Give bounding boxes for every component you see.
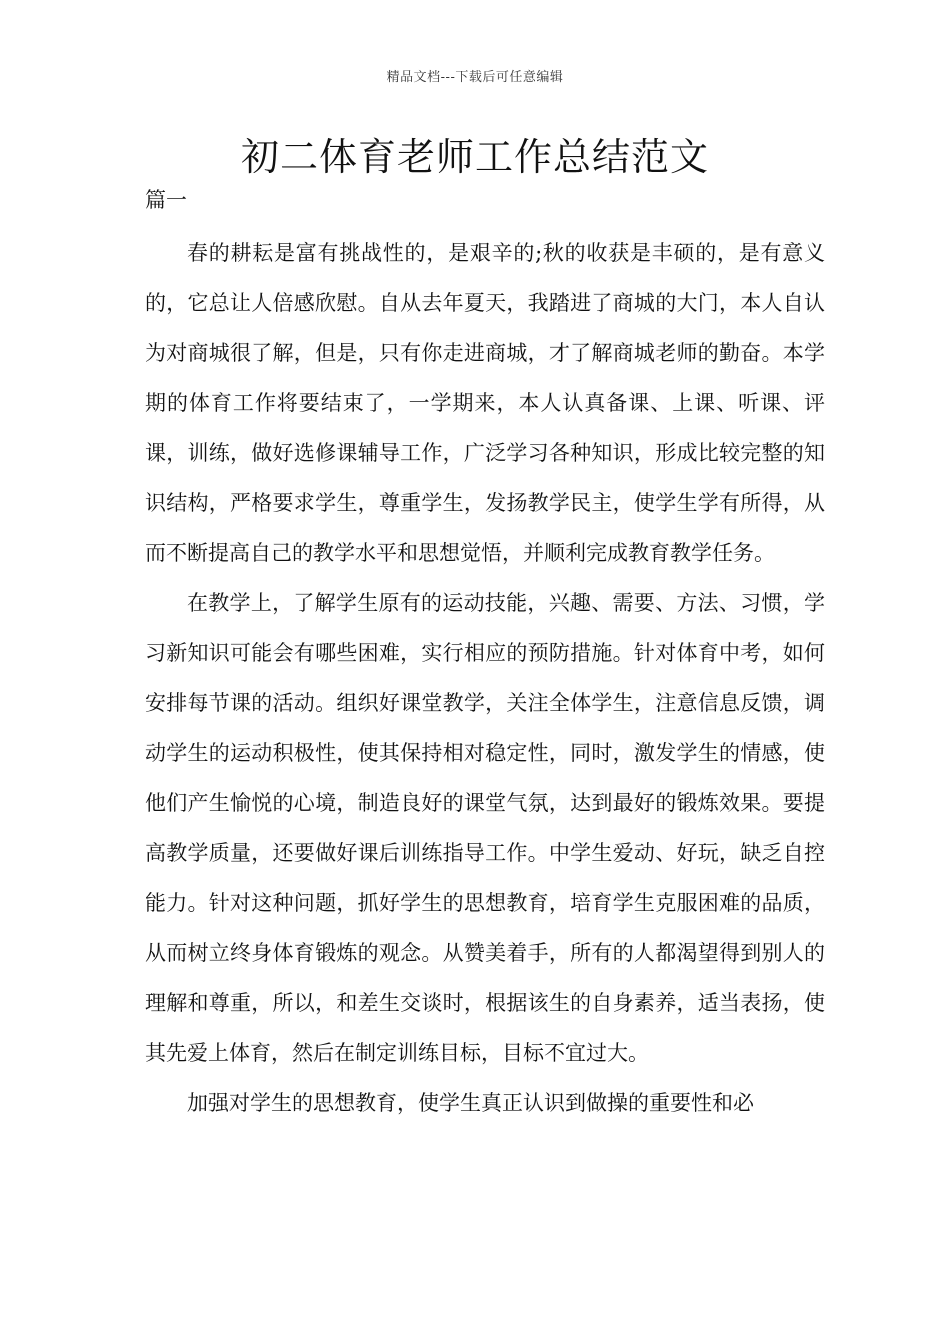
paragraph: 加强对学生的思想教育，使学生真正认识到做操的重要性和必 (187, 1091, 754, 1115)
document-body (145, 228, 825, 1128)
running-header: 精品文档---下载后可任意编辑 (386, 70, 564, 85)
section-label: 篇一 (145, 188, 187, 212)
document-title: 初二体育老师工作总结范文 (240, 135, 709, 179)
paragraph: 在教学上，了解学生原有的运动技能，兴趣、需要、方法、习惯，学习新知识可能会有哪些困难，实行相应的预防措施。针对体育中考，如何安排每节课的活动。组织好课堂教学，关注全体学生，注意信息反馈，调动学生的运动积极性，使其保持相对稳定性，同时，激发学生的情感，使他们产生愉悦的心境，制造良好的课堂气氛，达到最好的锻炼效果。要提高教学质量，还要做好课后训练指导工作。中学生爱动、好玩，缺乏自控能力。针对这种问题，抓好学生的思想教育，培育学生克服困难的品质，从而树立终身体育锻炼的观念。从赞美着手，所有的人都渴望得到别人的理解和尊重，所以，和差生交谈时，根据该生的自身素养，适当表扬，使其先爱上体育，然后在制定训练目标，目标不宜过大。 (145, 591, 825, 1065)
paragraph: 春的耕耘是富有挑战性的，是艰辛的;秋的收获是丰硕的，是有意义的，它总让人倍感欣慰。自从去年夏天，我踏进了商城的大门，本人自认为对商城很了解，但是，只有你走进商城，才了解商城老师的勤奋。本学期的体育工作将要结束了，一学期来，本人认真备课、上课、听课、评课，训练，做好选修课辅导工作，广泛学习各种知识，形成比较完整的知识结构，严格要求学生，尊重学生，发扬教学民主，使学生学有所得，从而不断提高自己的教学水平和思想觉悟，并顺利完成教育教学任务。 (145, 241, 825, 565)
